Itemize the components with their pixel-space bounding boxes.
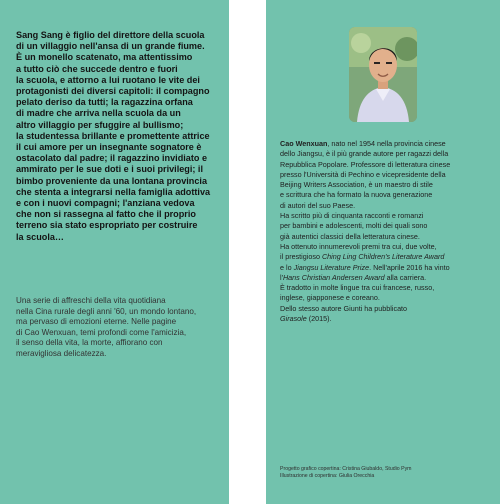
award-title: Hans Christian Andersen Award — [282, 272, 385, 282]
award-line-1 — [280, 252, 492, 262]
award-line-2 — [280, 263, 492, 273]
synopsis-line: di madre che arriva nella scuola da un — [16, 108, 181, 119]
award-suffix: . Nell'aprile 2016 ha vinto — [369, 262, 450, 272]
award-line-3 — [280, 273, 492, 283]
award-suffix: alla carriera. — [384, 272, 427, 282]
synopsis-line: altro villaggio per sfuggire al bullismo; — [16, 119, 184, 130]
synopsis-line: la scuola, e attorno a lui ruotano le vite dei — [16, 74, 200, 85]
award-prefix: l' — [280, 272, 283, 282]
bio-line: Beijing Writers Association, è un maestro di stile — [280, 180, 433, 190]
award-prefix: il prestigioso — [280, 252, 322, 262]
bio-line: già autentici classici della letteratura cinese. — [280, 231, 420, 241]
synopsis-line: È un monello scatenato, ma attentissimo — [16, 52, 193, 63]
intro-line: ma pervaso di emozioni eterne. Nelle pagine — [16, 317, 177, 326]
bio-line: Dello stesso autore Giunti ha pubblicato — [280, 303, 408, 313]
synopsis-line: Sang Sang è figlio del direttore della scuola — [16, 30, 205, 40]
book-year: (2015). — [306, 314, 332, 324]
synopsis-line: il cui amore per un insegnante sognatore è — [16, 142, 202, 153]
bio-first-line — [280, 139, 492, 149]
synopsis-line: bimbo proveniente da una lontana provincia — [16, 175, 207, 186]
synopsis-line: a tutto ciò che succede dentro e fuori — [16, 63, 178, 74]
intro-line: di Cao Wenxuan, temi profondi come l'amicizia, — [16, 327, 187, 337]
synopsis-line: pelato deriso da tutti; la ragazzina orfana — [16, 97, 193, 108]
award-title: Ching Ling Children's Literature Award — [321, 252, 445, 262]
credit-line: Progetto grafico copertina: Cristina Giubaldo, Studio Pym — [280, 466, 412, 472]
bio-line-rest: , nato nel 1954 nella provincia cinese — [327, 139, 446, 148]
synopsis-line: e con i nuovi compagni; l'anziana vedova — [16, 198, 195, 209]
intro-line: Una serie di affreschi della vita quotidiana — [16, 296, 166, 305]
intro-line: nella Cina rurale degli anni '60, un mondo lontano, — [16, 306, 197, 316]
synopsis-line: ostacolato dal padre; il ragazzino invidiato e — [16, 153, 208, 164]
synopsis-line: ammirato per le sue doti e i suoi privilegi; il — [16, 164, 203, 175]
author-portrait-image — [349, 27, 417, 122]
cover-credits — [280, 466, 492, 480]
author-photo — [349, 27, 417, 122]
book-title: Girasole — [280, 314, 307, 324]
bio-line: Ha scritto più di cinquanta racconti e romanzi — [280, 211, 424, 221]
book-line — [280, 314, 492, 324]
bio-line: Ha ottenuto innumerevoli premi tra cui, due volte, — [280, 241, 437, 251]
bio-line: e scrittura che ha formato la nuova generazione — [280, 190, 433, 200]
intro-line: meravigliosa delicatezza. — [16, 348, 107, 358]
synopsis-text — [16, 30, 223, 243]
book-intro-text — [16, 296, 223, 359]
award-prefix: e lo — [280, 262, 294, 272]
synopsis-line: terreno sia stato espropriato per costruire — [16, 220, 198, 231]
bio-line: di autori del suo Paese. — [280, 200, 356, 210]
author-biography — [280, 139, 492, 324]
credit-line: Illustrazione di copertina: Giulia Orecchia — [280, 473, 375, 480]
bio-line: presso l'Università di Pechino e vicepresidente della — [280, 169, 446, 179]
intro-line: il senso della vita, la morte, affiorano con — [16, 338, 163, 347]
synopsis-line: che stenta a integrarsi nella famiglia adottiva — [16, 186, 211, 197]
synopsis-line: la scuola… — [16, 231, 65, 242]
award-title: Jiangsu Literature Prize — [293, 262, 370, 272]
author-name: Cao Wenxuan — [280, 139, 328, 148]
synopsis-line: che non si rassegna al fatto che il proprio — [16, 209, 196, 220]
bio-line: dello Jiangsu, è il più grande autore per ragazzi della — [280, 149, 449, 159]
page-gutter — [229, 0, 266, 504]
bio-line: per bambini e adolescenti, molti dei quali sono — [280, 221, 428, 231]
bio-line: È tradotto in molte lingue tra cui francese, russo, — [280, 283, 435, 293]
synopsis-line: protagonisti dei diversi capitoli: il compagno — [16, 86, 210, 97]
bio-line: inglese, giapponese e coreano. — [280, 293, 380, 303]
bio-line: Repubblica Popolare. Professore di letteratura cinese — [280, 159, 451, 169]
synopsis-line: la studentessa brillante e promettente attrice — [16, 130, 210, 141]
synopsis-line: di un villaggio nell'ansa di un grande fiume. — [16, 41, 205, 52]
